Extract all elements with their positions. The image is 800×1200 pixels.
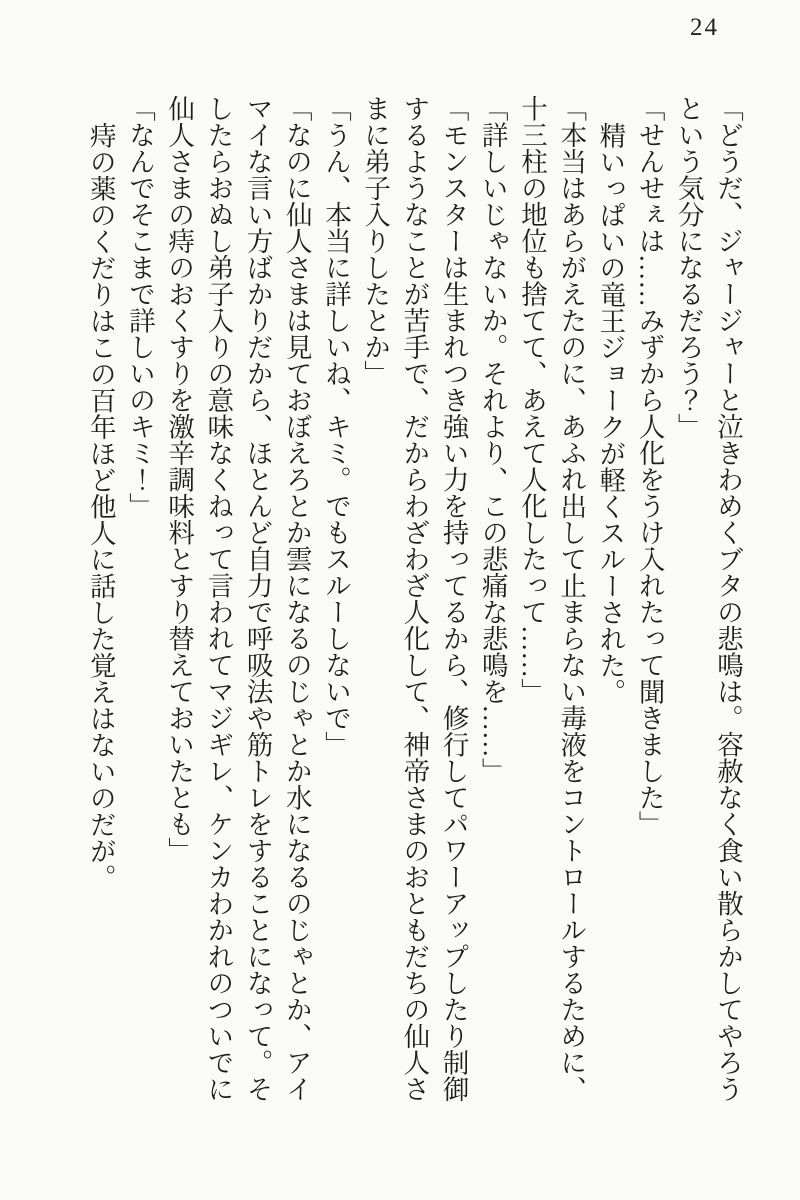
paragraph: 「うん、本当に詳しいね、キミ。でもスルーしないで」: [320, 95, 351, 758]
paragraph: 「せんせぇは……みずから人化をうけ入れたって聞きました」: [634, 95, 665, 837]
paragraph: 「詳しいじゃないか。それより、この悲痛な悲鳴を……」: [477, 95, 508, 784]
paragraph: 精いっぱいの竜王ジョークが軽くスルーされた。: [595, 121, 626, 705]
paragraph: 「モンスターは生まれつき強い力を持ってるから、修行してパワーアップしたり制御するようなことが苦手で、だからわざわざ人化して、神帝さまのおともだちの仙人さまに弟子入りしたとか」: [360, 95, 469, 1102]
text-block: [63, 95, 747, 1115]
paragraph: 「本当はあらがえたのに、あふれ出して止まらない毒液をコントロールするために、十三柱の地位も捨てて、あえて人化したって……」: [516, 95, 587, 1102]
paragraph: 「なんでそこまで詳しいのキミ！」: [124, 95, 155, 519]
paragraph: 「どうだ、ジャージャーと泣きわめくブタの悲鳴は。容赦なく食い散らかしてやろうという気分になるだろう？」: [673, 95, 743, 1102]
paragraph: 「なのに仙人さまは見ておぼえろとか雲になるのじゃとか水になるのじゃとか、アイマイな言い方ばかりだから、ほとんど自力で呼吸法や筋トレをすることになって。そしたらおぬし弟子入りの意味なくねって言われてマジギレ、ケンカわかれのついでに仙人さまの痔のおくすりを激辛調味料とすり替えておいたとも」: [164, 95, 312, 1102]
page-number: 24: [690, 14, 719, 41]
paragraph: 痔の薬のくだりはこの百年ほど他人に話した覚えはないのだが。: [85, 121, 116, 890]
